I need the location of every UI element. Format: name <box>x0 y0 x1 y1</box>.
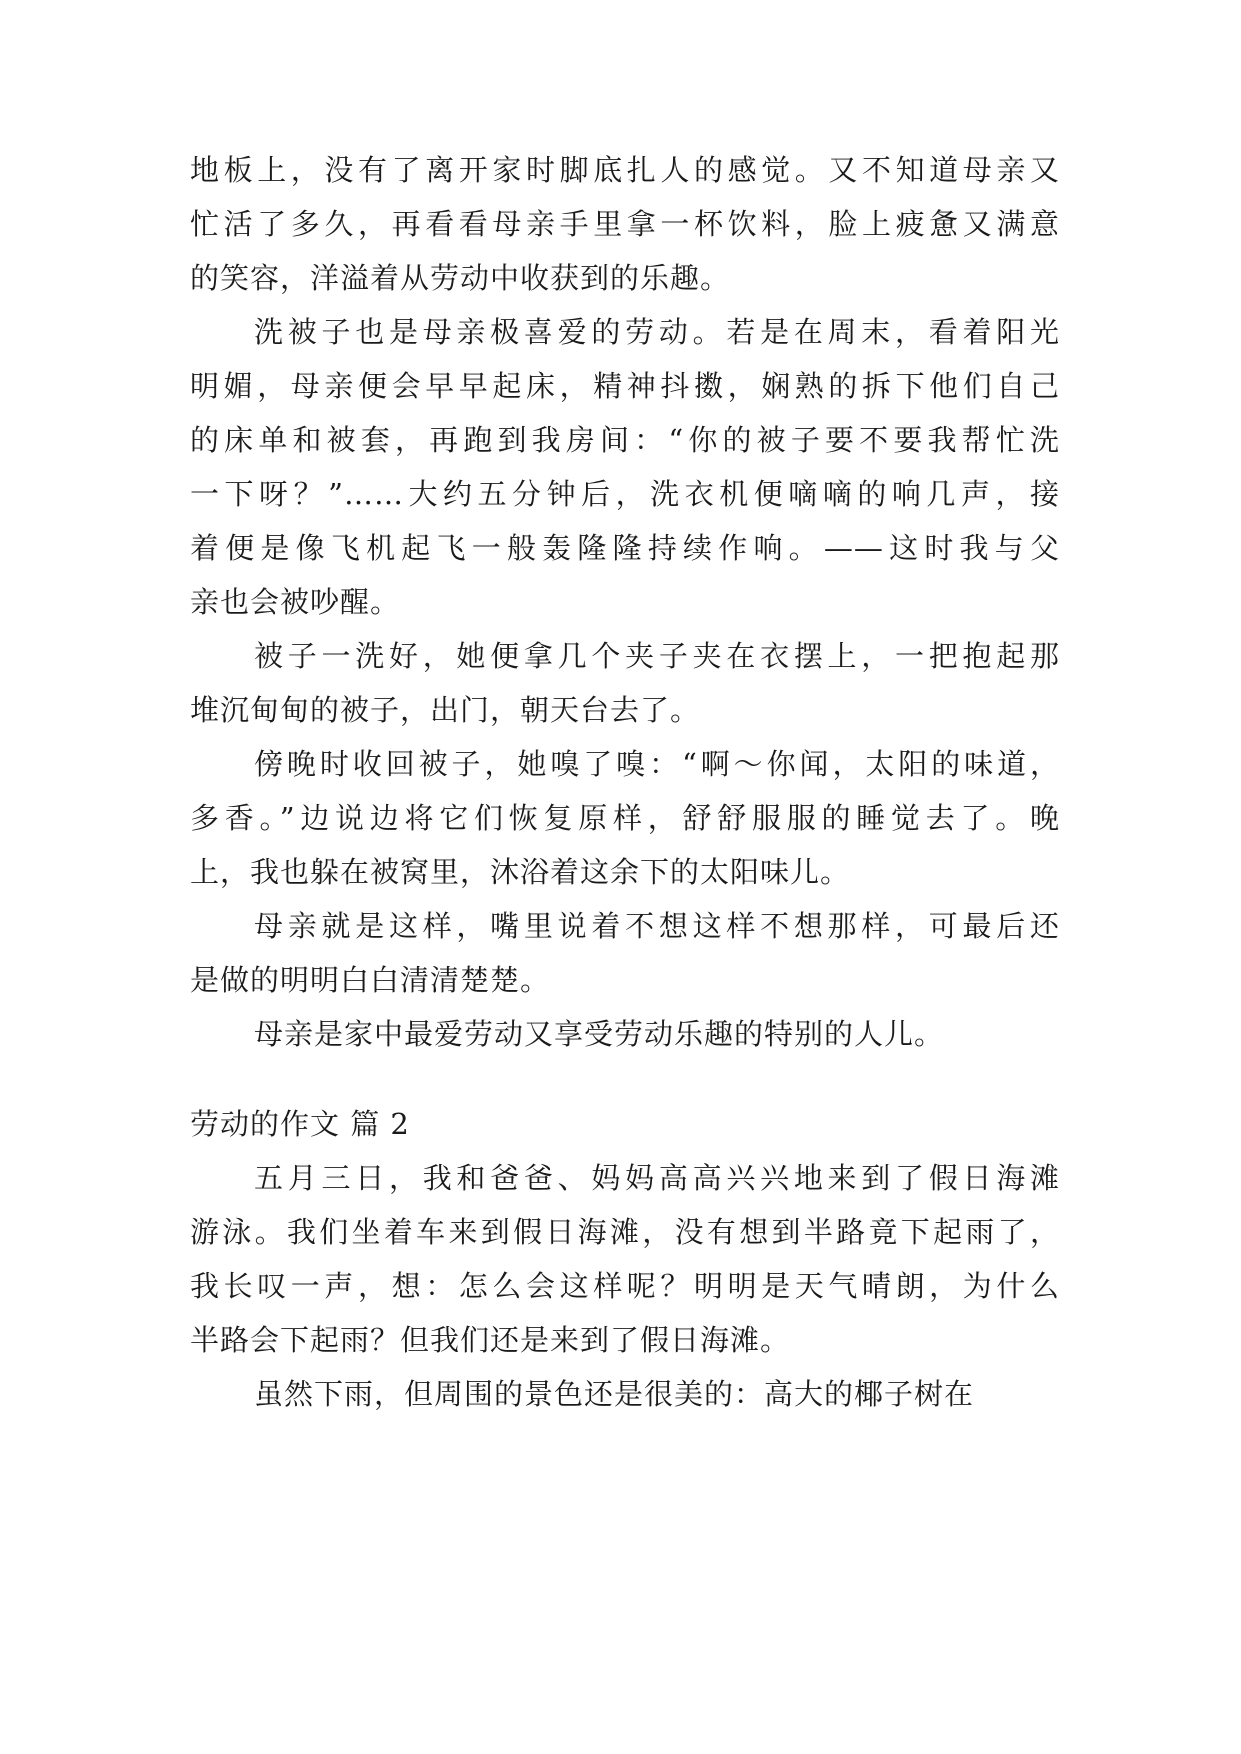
paragraph-2-line-5: 着便是像飞机起飞一般轰隆隆持续作响。——这时我与父 <box>190 531 1060 565</box>
section2-paragraph-1-line-3: 我长叹一声，想：怎么会这样呢？明明是天气晴朗，为什么 <box>190 1269 1060 1303</box>
paragraph-2-line-4: 一下呀？”……大约五分钟后，洗衣机便嘀嘀的响几声，接 <box>190 477 1060 511</box>
paragraph-3-line-1: 被子一洗好，她便拿几个夹子夹在衣摆上，一把抱起那 <box>254 639 1060 673</box>
paragraph-1-line-2: 忙活了多久，再看看母亲手里拿一杯饮料，脸上疲惫又满意 <box>190 207 1060 241</box>
paragraph-3-line-2: 堆沉甸甸的被子，出门，朝天台去了。 <box>190 693 701 727</box>
paragraph-2-line-6: 亲也会被吵醒。 <box>190 585 401 619</box>
paragraph-2-line-3: 的床单和被套，再跑到我房间：“你的被子要不要我帮忙洗 <box>190 423 1060 457</box>
section2-paragraph-1-line-1: 五月三日，我和爸爸、妈妈高高兴兴地来到了假日海滩 <box>254 1161 1060 1195</box>
paragraph-4-line-1: 傍晚时收回被子，她嗅了嗅：“啊～你闻，太阳的味道， <box>254 747 1060 781</box>
paragraph-4-line-3: 上，我也躲在被窝里，沐浴着这余下的太阳味儿。 <box>190 855 851 889</box>
paragraph-6-line-1: 母亲是家中最爱劳动又享受劳动乐趣的特别的人儿。 <box>254 1017 945 1051</box>
section-title: 劳动的作文 篇 2 <box>190 1107 410 1141</box>
section2-paragraph-1-line-2: 游泳。我们坐着车来到假日海滩，没有想到半路竟下起雨了， <box>190 1215 1060 1249</box>
paragraph-1-line-1: 地板上，没有了离开家时脚底扎人的感觉。又不知道母亲又 <box>190 153 1060 187</box>
section2-paragraph-1-line-4: 半路会下起雨？但我们还是来到了假日海滩。 <box>190 1323 791 1357</box>
paragraph-2-line-2: 明媚，母亲便会早早起床，精神抖擞，娴熟的拆下他们自己 <box>190 369 1060 403</box>
section2-paragraph-2-line-1: 虽然下雨，但周围的景色还是很美的：高大的椰子树在 <box>254 1377 975 1411</box>
paragraph-5-line-2: 是做的明明白白清清楚楚。 <box>190 963 551 997</box>
paragraph-2-line-1: 洗被子也是母亲极喜爱的劳动。若是在周末，看着阳光 <box>254 315 1060 349</box>
paragraph-5-line-1: 母亲就是这样，嘴里说着不想这样不想那样，可最后还 <box>254 909 1060 943</box>
paragraph-4-line-2: 多香。”边说边将它们恢复原样，舒舒服服的睡觉去了。晚 <box>190 801 1060 835</box>
paragraph-1-line-3: 的笑容，洋溢着从劳动中收获到的乐趣。 <box>190 261 731 295</box>
